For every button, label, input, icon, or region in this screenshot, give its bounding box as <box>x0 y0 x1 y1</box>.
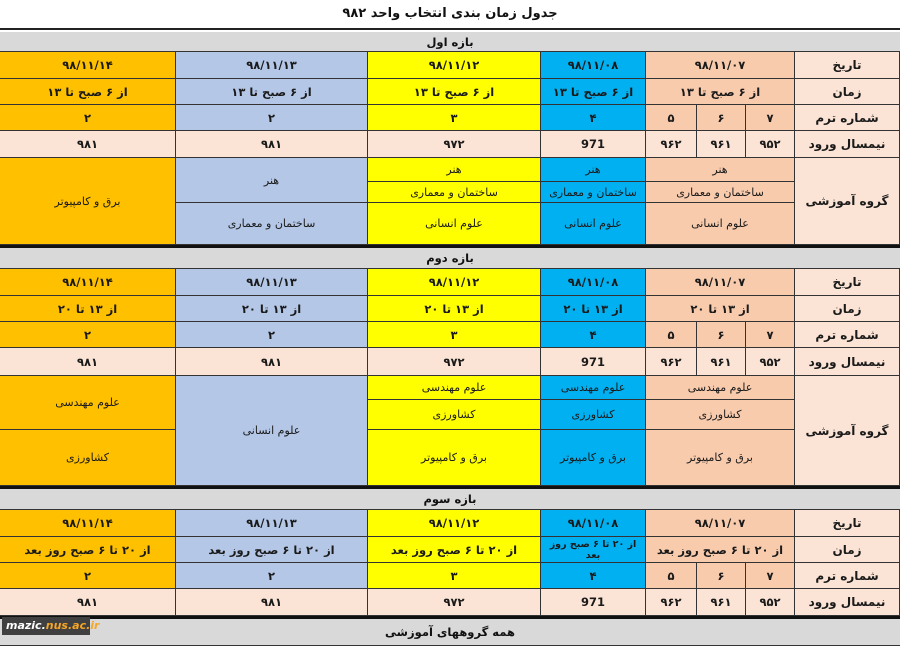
date-cell <box>176 52 368 79</box>
entry-cell-text: ۹۸۱ <box>260 595 283 609</box>
time-cell <box>541 79 646 105</box>
term-cell-text: ۴ <box>589 110 597 125</box>
term-cell-text: ۷ <box>766 568 774 583</box>
page-title: جدول زمان بندی انتخاب واحد ۹۸۲ <box>342 6 558 21</box>
time-cell-text: از ۱۳ تا ۲۰ <box>57 301 118 316</box>
group-cell-text: هنر <box>263 173 280 187</box>
entry-cell-text: ۹۶۱ <box>710 137 732 151</box>
entry-cell <box>646 348 697 376</box>
group-cell <box>541 430 646 486</box>
label-time-text: زمان <box>832 84 862 99</box>
entry-cell <box>368 131 541 158</box>
label-term <box>795 322 900 348</box>
label-time-text: زمان <box>832 542 862 557</box>
group-cell-text: برق و کامپیوتر <box>560 451 626 464</box>
term-cell-text: ۳ <box>450 568 458 583</box>
time-cell-text: از ۲۰ تا ۶ صبح روز بعد <box>24 542 151 557</box>
date-cell-text: ۹۸/۱۱/۱۲ <box>428 58 480 72</box>
term-cell <box>697 322 746 348</box>
term-cell-text: ۳ <box>450 327 458 342</box>
entry-cell <box>697 589 746 616</box>
date-cell <box>176 510 368 537</box>
section-header-3-text: بازه سوم <box>423 492 477 506</box>
group-cell-text: علوم مهندسی <box>55 396 120 409</box>
term-cell-text: ۷ <box>766 110 774 125</box>
term-cell-text: ۲ <box>267 110 276 125</box>
time-cell <box>0 296 176 322</box>
date-cell <box>541 52 646 79</box>
group-cell <box>541 400 646 430</box>
entry-cell <box>541 589 646 616</box>
group-cell <box>646 376 795 400</box>
group-cell <box>368 400 541 430</box>
time-cell-text: از ۶ صبح تا ۱۳ <box>47 84 128 99</box>
date-cell-text: ۹۸/۱۱/۰۸ <box>567 275 619 289</box>
group-cell-text: علوم انسانی <box>691 217 749 230</box>
term-cell <box>541 105 646 131</box>
label-term-text: شماره ترم <box>815 110 879 125</box>
date-cell <box>368 52 541 79</box>
term-cell <box>368 105 541 131</box>
entry-cell <box>746 131 795 158</box>
group-cell-text: کشاورزی <box>432 408 476 421</box>
term-cell <box>746 105 795 131</box>
group-cell <box>176 376 368 486</box>
term-cell-text: ۲ <box>267 568 276 583</box>
group-cell-text: برق و کامپیوتر <box>687 451 753 464</box>
group-cell <box>368 203 541 245</box>
time-cell <box>646 537 795 563</box>
date-cell <box>0 269 176 296</box>
date-cell-text: ۹۸/۱۱/۱۴ <box>62 516 113 530</box>
group-cell <box>0 376 176 430</box>
label-term-text: شماره ترم <box>815 568 879 583</box>
group-cell-text: کشاورزی <box>698 408 742 421</box>
schedule-table <box>0 28 900 646</box>
date-cell-text: ۹۸/۱۱/۱۴ <box>62 58 113 72</box>
entry-cell-text: ۹۸۱ <box>76 595 99 609</box>
time-cell-text: از ۱۳ تا ۲۰ <box>241 301 302 316</box>
date-cell-text: ۹۸/۱۱/۱۳ <box>246 516 297 530</box>
term-cell-text: ۴ <box>589 327 597 342</box>
watermark-text-2: nus.ac.ir <box>45 619 100 632</box>
time-cell-text: از ۲۰ تا ۶ صبح روز بعد <box>390 542 518 557</box>
group-cell-text: علوم مهندسی <box>687 381 753 394</box>
section-header-3 <box>0 486 900 510</box>
entry-cell-text: ۹۸۱ <box>260 354 283 369</box>
label-entry-text: نیمسال ورود <box>808 595 886 609</box>
date-cell <box>646 510 795 537</box>
term-cell <box>697 105 746 131</box>
time-cell <box>368 296 541 322</box>
time-cell <box>176 537 368 563</box>
entry-cell-text: ۹۸۱ <box>76 354 99 369</box>
section-header-1-text: بازه اول <box>426 34 474 49</box>
entry-cell-text: 971 <box>581 354 606 369</box>
term-cell <box>368 563 541 589</box>
time-cell <box>0 537 176 563</box>
time-cell-text: از ۲۰ تا ۶ صبح روز بعد <box>208 542 335 557</box>
label-term <box>795 563 900 589</box>
entry-cell-text: ۹۷۲ <box>443 354 465 369</box>
entry-cell-text: 971 <box>581 595 606 609</box>
group-cell-text: برق و کامپیوتر <box>54 194 121 208</box>
label-date <box>795 269 900 296</box>
term-cell-text: ۵ <box>667 110 675 125</box>
label-term <box>795 105 900 131</box>
label-time-text: زمان <box>832 301 862 316</box>
entry-cell <box>368 589 541 616</box>
term-cell-text: ۵ <box>667 568 675 583</box>
group-cell-text: ساختمان و معماری <box>549 185 637 199</box>
group-cell-text: علوم انسانی <box>425 217 483 230</box>
term-cell-text: ۲ <box>83 110 92 125</box>
section-header-1 <box>0 32 900 52</box>
label-entry-text: نیمسال ورود <box>808 137 886 151</box>
group-cell-text: ساختمان و معماری <box>410 185 498 199</box>
time-cell-text: از ۲۰ تا ۶ صبح روز بعد <box>549 538 637 561</box>
label-time <box>795 296 900 322</box>
term-cell-text: ۶ <box>717 327 725 342</box>
term-cell <box>0 105 176 131</box>
date-cell-text: ۹۸/۱۱/۱۳ <box>246 275 297 289</box>
term-cell <box>541 322 646 348</box>
term-cell <box>646 105 697 131</box>
label-term-text: شماره ترم <box>815 327 879 342</box>
date-cell <box>541 269 646 296</box>
group-cell <box>368 182 541 203</box>
date-cell-text: ۹۸/۱۱/۰۷ <box>694 58 746 72</box>
watermark-text-1: mazic. <box>6 619 46 632</box>
group-cell <box>0 158 176 245</box>
entry-cell-text: ۹۵۲ <box>759 354 781 369</box>
group-cell-text: علوم مهندسی <box>560 381 626 394</box>
date-cell-text: ۹۸/۱۱/۰۷ <box>694 275 746 289</box>
entry-cell-text: ۹۸۱ <box>260 137 283 151</box>
entry-cell <box>697 348 746 376</box>
date-cell-text: ۹۸/۱۱/۰۸ <box>567 516 619 530</box>
group-cell <box>368 376 541 400</box>
entry-cell <box>746 589 795 616</box>
entry-cell-text: ۹۸۱ <box>76 137 99 151</box>
term-cell <box>176 322 368 348</box>
time-cell <box>541 537 646 563</box>
time-cell <box>541 296 646 322</box>
label-date <box>795 510 900 537</box>
group-cell <box>541 158 646 182</box>
entry-cell <box>541 131 646 158</box>
entry-cell-text: ۹۶۲ <box>660 354 682 369</box>
label-entry-text: نیمسال ورود <box>808 354 886 369</box>
term-cell <box>697 563 746 589</box>
watermark <box>2 617 100 635</box>
group-cell <box>646 203 795 245</box>
all-groups-footer-text: همه گروههای آموزشی <box>385 625 515 639</box>
term-cell <box>746 322 795 348</box>
entry-cell <box>646 589 697 616</box>
time-cell-text: از ۲۰ تا ۶ صبح روز بعد <box>656 542 784 557</box>
term-cell-text: ۶ <box>717 110 725 125</box>
date-cell <box>646 269 795 296</box>
entry-cell <box>646 131 697 158</box>
date-cell-text: ۹۸/۱۱/۱۴ <box>62 275 113 289</box>
entry-cell-text: ۹۷۲ <box>443 137 465 151</box>
time-cell-text: از ۱۳ تا ۲۰ <box>424 301 484 316</box>
entry-cell <box>0 131 176 158</box>
term-cell <box>176 105 368 131</box>
label-date <box>795 52 900 79</box>
group-cell <box>176 158 368 203</box>
label-entry <box>795 131 900 158</box>
term-cell <box>646 322 697 348</box>
group-cell <box>541 182 646 203</box>
entry-cell <box>176 131 368 158</box>
time-cell <box>0 79 176 105</box>
time-cell-text: از ۶ صبح تا ۱۳ <box>413 84 495 99</box>
date-cell-text: ۹۸/۱۱/۱۳ <box>246 58 297 72</box>
time-cell <box>368 79 541 105</box>
term-cell <box>541 563 646 589</box>
group-cell-text: علوم انسانی <box>242 424 301 437</box>
entry-cell-text: ۹۶۱ <box>710 354 732 369</box>
date-cell <box>0 510 176 537</box>
group-cell-text: کشاورزی <box>571 408 615 421</box>
date-cell <box>368 510 541 537</box>
date-cell-text: ۹۸/۱۱/۱۲ <box>428 516 480 530</box>
section-header-2-text: بازه دوم <box>426 251 474 265</box>
entry-cell <box>0 589 176 616</box>
date-cell-text: ۹۸/۱۱/۱۲ <box>428 275 480 289</box>
group-cell-text: علوم مهندسی <box>421 381 487 394</box>
group-cell-text: علوم انسانی <box>564 217 622 230</box>
time-cell <box>176 296 368 322</box>
entry-cell <box>746 348 795 376</box>
label-time <box>795 79 900 105</box>
time-cell-text: از ۱۳ تا ۲۰ <box>690 301 750 316</box>
term-cell <box>176 563 368 589</box>
time-cell-text: از ۶ صبح تا ۱۳ <box>552 84 634 99</box>
date-cell <box>368 269 541 296</box>
entry-cell-text: 971 <box>581 137 606 151</box>
group-cell <box>646 182 795 203</box>
date-cell <box>0 52 176 79</box>
date-cell <box>176 269 368 296</box>
entry-cell-text: ۹۶۲ <box>660 595 682 609</box>
date-cell-text: ۹۸/۱۱/۰۸ <box>567 58 619 72</box>
label-time <box>795 537 900 563</box>
entry-cell-text: ۹۵۲ <box>759 137 781 151</box>
term-cell-text: ۶ <box>717 568 725 583</box>
time-cell-text: از ۶ صبح تا ۱۳ <box>679 84 761 99</box>
term-cell-text: ۲ <box>83 568 92 583</box>
label-group <box>795 376 900 486</box>
group-cell <box>541 376 646 400</box>
label-entry <box>795 589 900 616</box>
label-date-text: تاریخ <box>832 58 862 72</box>
group-cell <box>646 400 795 430</box>
term-cell-text: ۴ <box>589 568 597 583</box>
term-cell-text: ۵ <box>667 327 675 342</box>
entry-cell-text: ۹۶۱ <box>710 595 732 609</box>
term-cell-text: ۲ <box>83 327 92 342</box>
date-cell <box>646 52 795 79</box>
group-cell <box>541 203 646 245</box>
group-cell-text: کشاورزی <box>66 451 109 464</box>
entry-cell <box>368 348 541 376</box>
entry-cell-text: ۹۶۲ <box>660 137 682 151</box>
term-cell <box>746 563 795 589</box>
label-date-text: تاریخ <box>832 275 862 289</box>
group-cell-text: ساختمان و معماری <box>676 185 764 199</box>
term-cell-text: ۷ <box>766 327 774 342</box>
term-cell <box>646 563 697 589</box>
label-group <box>795 158 900 245</box>
label-date-text: تاریخ <box>832 516 862 530</box>
label-entry <box>795 348 900 376</box>
group-cell <box>176 203 368 245</box>
group-cell <box>368 158 541 182</box>
term-cell <box>0 322 176 348</box>
entry-cell <box>176 348 368 376</box>
time-cell-text: از ۶ صبح تا ۱۳ <box>231 84 312 99</box>
section-header-2 <box>0 245 900 269</box>
entry-cell <box>0 348 176 376</box>
group-cell-text: هنر <box>446 163 462 176</box>
time-cell <box>176 79 368 105</box>
term-cell-text: ۳ <box>450 110 458 125</box>
group-cell-text: ساختمان و معماری <box>227 217 316 230</box>
group-cell <box>646 158 795 182</box>
term-cell <box>368 322 541 348</box>
group-cell-text: هنر <box>585 163 601 176</box>
entry-cell <box>541 348 646 376</box>
group-cell-text: برق و کامپیوتر <box>421 451 487 464</box>
label-group-text: گروه آموزشی <box>805 423 889 438</box>
group-cell <box>368 430 541 486</box>
time-cell <box>646 296 795 322</box>
group-cell <box>0 430 176 486</box>
date-cell <box>541 510 646 537</box>
label-group-text: گروه آموزشی <box>805 194 889 208</box>
date-cell-text: ۹۸/۱۱/۰۷ <box>694 516 746 530</box>
term-cell <box>0 563 176 589</box>
entry-cell <box>697 131 746 158</box>
entry-cell-text: ۹۷۲ <box>443 595 465 609</box>
term-cell-text: ۲ <box>267 327 276 342</box>
all-groups-footer <box>0 616 900 646</box>
group-cell-text: هنر <box>712 163 728 176</box>
time-cell <box>646 79 795 105</box>
group-cell <box>646 430 795 486</box>
entry-cell <box>176 589 368 616</box>
time-cell-text: از ۱۳ تا ۲۰ <box>563 301 623 316</box>
time-cell <box>368 537 541 563</box>
entry-cell-text: ۹۵۲ <box>759 595 781 609</box>
